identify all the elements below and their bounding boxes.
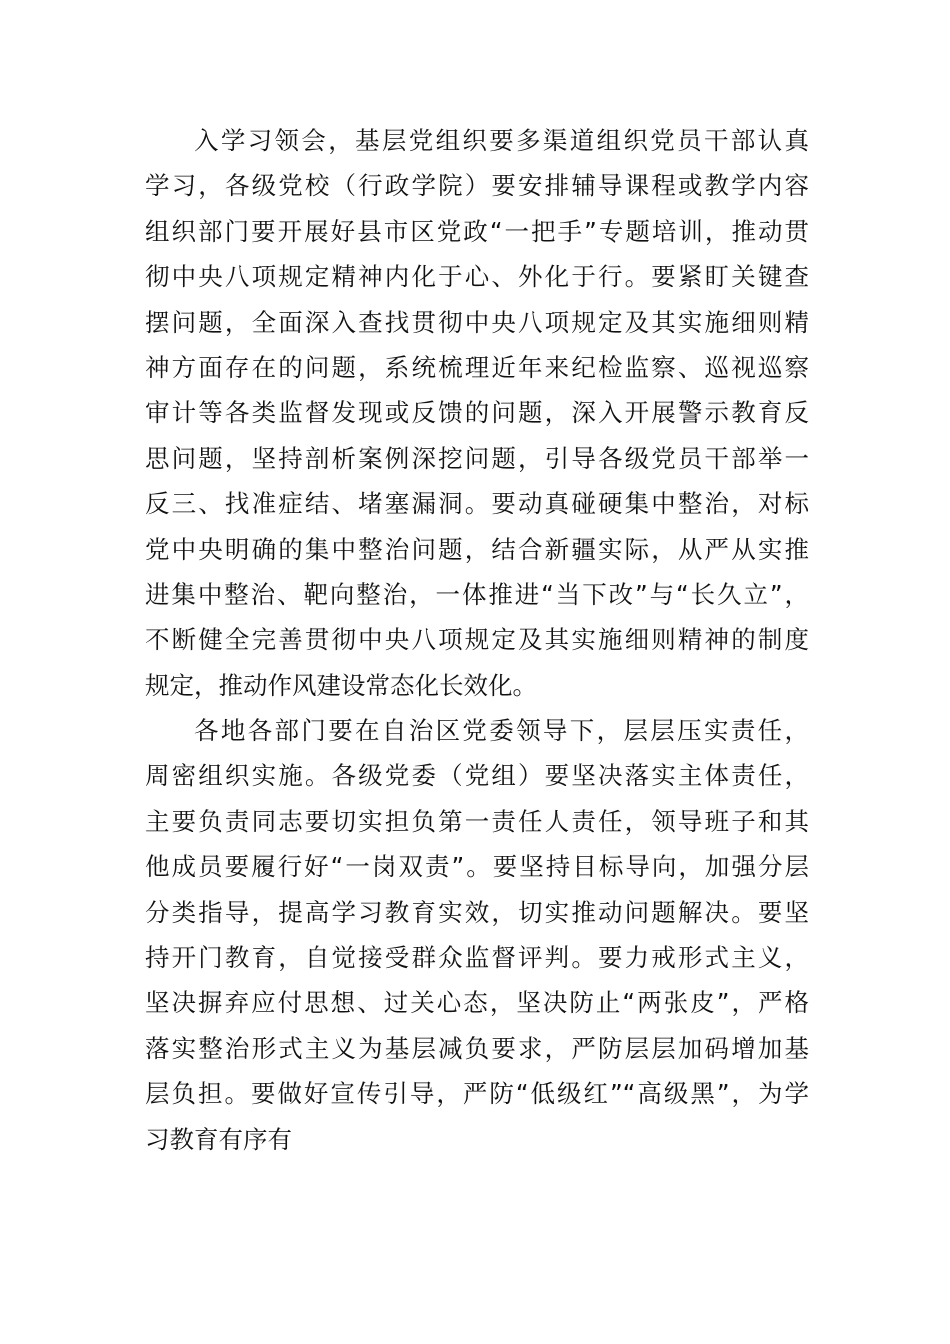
text-line: 不断健全完善贯彻中央八项规定及其实施细则精神的制度: [145, 625, 809, 655]
text-line: 坚决摒弃应付思想、过关心态，坚决防止“两张皮”，严格: [145, 988, 809, 1018]
text-line: 落实整治形式主义为基层减负要求，严防层层加码增加基: [145, 1033, 809, 1063]
text-line: 神方面存在的问题，系统梳理近年来纪检监察、巡视巡察: [145, 352, 809, 382]
text-line: 周密组织实施。各级党委（党组）要坚决落实主体责任，: [145, 761, 809, 791]
text-line: 入学习领会，基层党组织要多渠道组织党员干部认真: [194, 126, 809, 155]
text-line: 习教育有序有: [145, 1124, 292, 1154]
text-line: 层负担。要做好宣传引导，严防“低级红”“高级黑”，为学: [145, 1079, 809, 1109]
text-line: 党中央明确的集中整治问题，结合新疆实际，从严从实推: [145, 534, 809, 564]
text-line: 规定，推动作风建设常态化长效化。: [145, 670, 537, 700]
text-line: 彻中央八项规定精神内化于心、外化于行。要紧盯关键查: [145, 262, 809, 292]
text-line: 进集中整治、靶向整治，一体推进“当下改”与“长久立”，: [145, 579, 809, 609]
text-line: 审计等各类监督发现或反馈的问题，深入开展警示教育反: [145, 398, 809, 428]
text-line: 反三、找准症结、堵塞漏洞。要动真碰硬集中整治，对标: [145, 489, 809, 519]
text-line: 持开门教育，自觉接受群众监督评判。要力戒形式主义，: [145, 943, 809, 973]
paragraph-1: [145, 118, 809, 708]
text-line: 思问题，坚持剖析案例深挖问题，引导各级党员干部举一: [145, 443, 809, 473]
text-line: 他成员要履行好“一岗双责”。要坚持目标导向，加强分层: [145, 852, 809, 882]
document-body: [145, 118, 809, 1162]
text-line: 摆问题，全面深入查找贯彻中央八项规定及其实施细则精: [145, 307, 809, 337]
paragraph-2: [145, 708, 809, 1162]
text-line: 组织部门要开展好县市区党政“一把手”专题培训，推动贯: [145, 216, 809, 246]
text-line: 主要负责同志要切实担负第一责任人责任，领导班子和其: [145, 806, 809, 836]
text-line: 分类指导，提高学习教育实效，切实推动问题解决。要坚: [145, 897, 809, 927]
text-line: 各地各部门要在自治区党委领导下，层层压实责任，: [194, 716, 809, 746]
text-line: 学习，各级党校（行政学院）要安排辅导课程或教学内容: [145, 171, 809, 201]
